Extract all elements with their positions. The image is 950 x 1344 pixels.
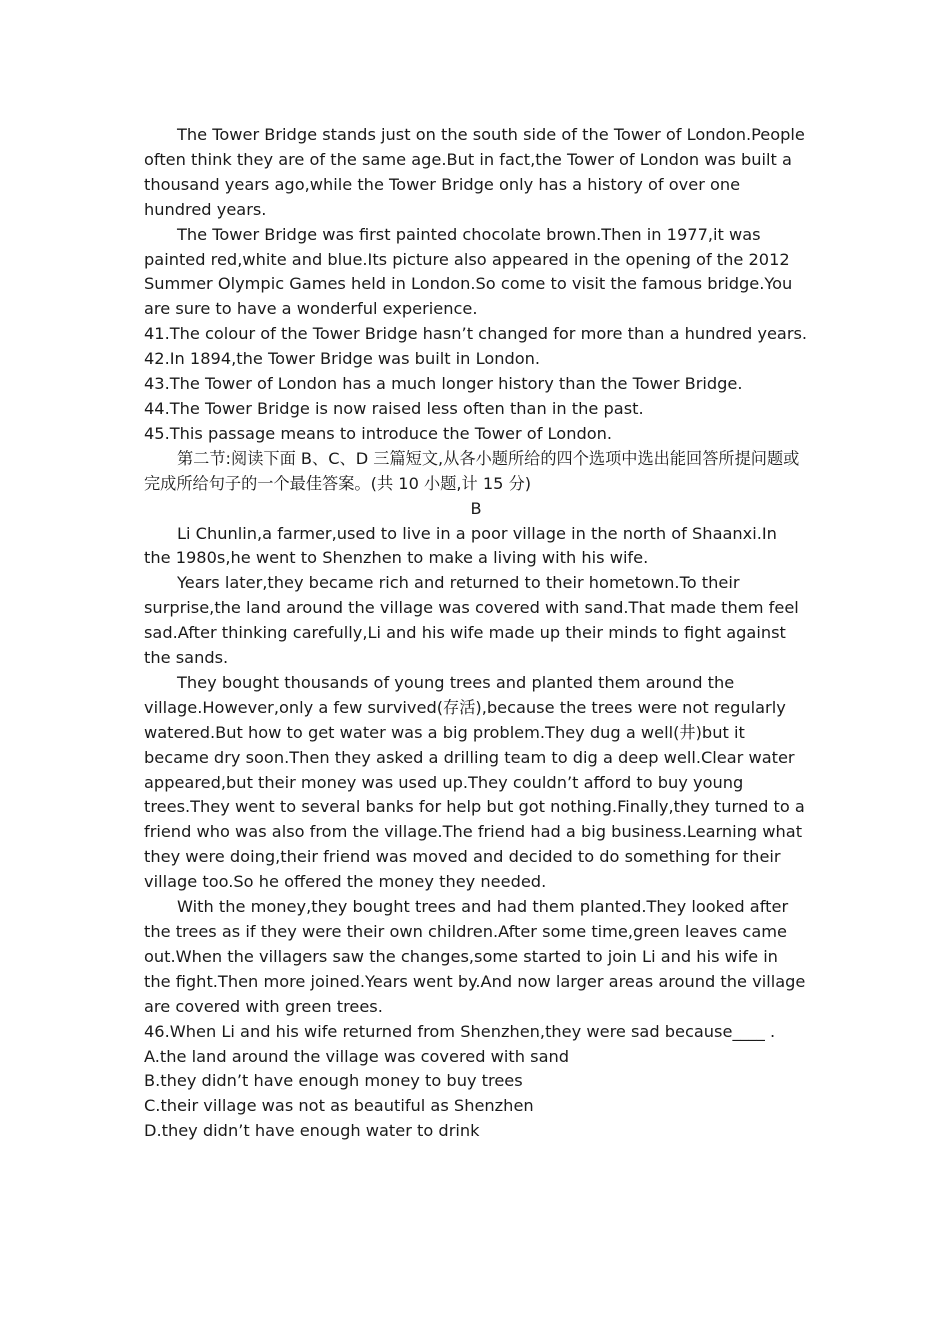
question-46-option-d: D.they didn’t have enough water to drink bbox=[144, 1121, 480, 1141]
statement-45: 45.This passage means to introduce the Tower of London. bbox=[144, 423, 613, 443]
question-46-option-b: B.they didn’t have enough money to buy trees bbox=[144, 1071, 523, 1091]
statement-41: 41.The colour of the Tower Bridge hasn’t changed for more than a hundred years. bbox=[144, 324, 808, 344]
passage-b-paragraph-4: With the money,they bought trees and had them planted.They looked after the trees as if they were their own children.After some time,green leaves came out.When the villagers saw the changes,some started to join Li and his wife in the fight.Then more joined.Years went by.And now larger areas around the village are covered with green trees. bbox=[144, 897, 806, 1016]
passage-b-paragraph-3: They bought thousands of young trees and planted them around the village.However,only a few survived(存活),because the trees were not regularly watered.But how to get water was a big problem.They dug a well(井)but it became dry soon.Then they asked a drilling team to dig a deep well.Clear water appeared,but their money was used up.They couldn’t afford to buy young trees.They went to several banks for help but got nothing.Finally,they turned to a friend who was also from the village.The friend had a big business.Learning what they were doing,their friend was moved and decided to do something for their village too.So he offered the money they needed. bbox=[144, 672, 805, 892]
passage-a-paragraph-2: The Tower Bridge was first painted chocolate brown.Then in 1977,it was painted red,white and blue.Its picture also appeared in the opening of the 2012 Summer Olympic Games held in London.So come to visit the famous bridge.You are sure to have a wonderful experience. bbox=[144, 224, 793, 319]
passage-a-paragraph-1: The Tower Bridge stands just on the south side of the Tower of London.People often think they are of the same age.But in fact,the Tower of London was built a thousand years ago,while the Tower Bridge only has a history of over one hundred years. bbox=[144, 125, 805, 219]
passage-b-paragraph-1: Li Chunlin,a farmer,used to live in a poor village in the north of Shaanxi.In the 1980s,he went to Shenzhen to make a living with his wife. bbox=[144, 523, 777, 568]
statement-44: 44.The Tower Bridge is now raised less often than in the past. bbox=[144, 398, 644, 418]
question-46-option-a: A.the land around the village was covered with sand bbox=[144, 1046, 570, 1066]
passage-b-heading: B bbox=[470, 498, 482, 518]
document-page bbox=[144, 123, 808, 1144]
statement-42: 42.In 1894,the Tower Bridge was built in London. bbox=[144, 349, 541, 369]
section-2-instructions: 第二节:阅读下面 B、C、D 三篇短文,从各小题所给的四个选项中选出能回答所提问题或完成所给句子的一个最佳答案。(共 10 小题,计 15 分) bbox=[144, 448, 800, 493]
question-46-option-c: C.their village was not as beautiful as Shenzhen bbox=[144, 1096, 534, 1116]
question-46-stem: 46.When Li and his wife returned from Shenzhen,they were sad because____ . bbox=[144, 1021, 776, 1041]
statement-43: 43.The Tower of London has a much longer history than the Tower Bridge. bbox=[144, 374, 743, 394]
passage-b-paragraph-2: Years later,they became rich and returned to their hometown.To their surprise,the land around the village was covered with sand.That made them feel sad.After thinking carefully,Li and his wife made up their minds to fight against the sands. bbox=[144, 573, 799, 668]
